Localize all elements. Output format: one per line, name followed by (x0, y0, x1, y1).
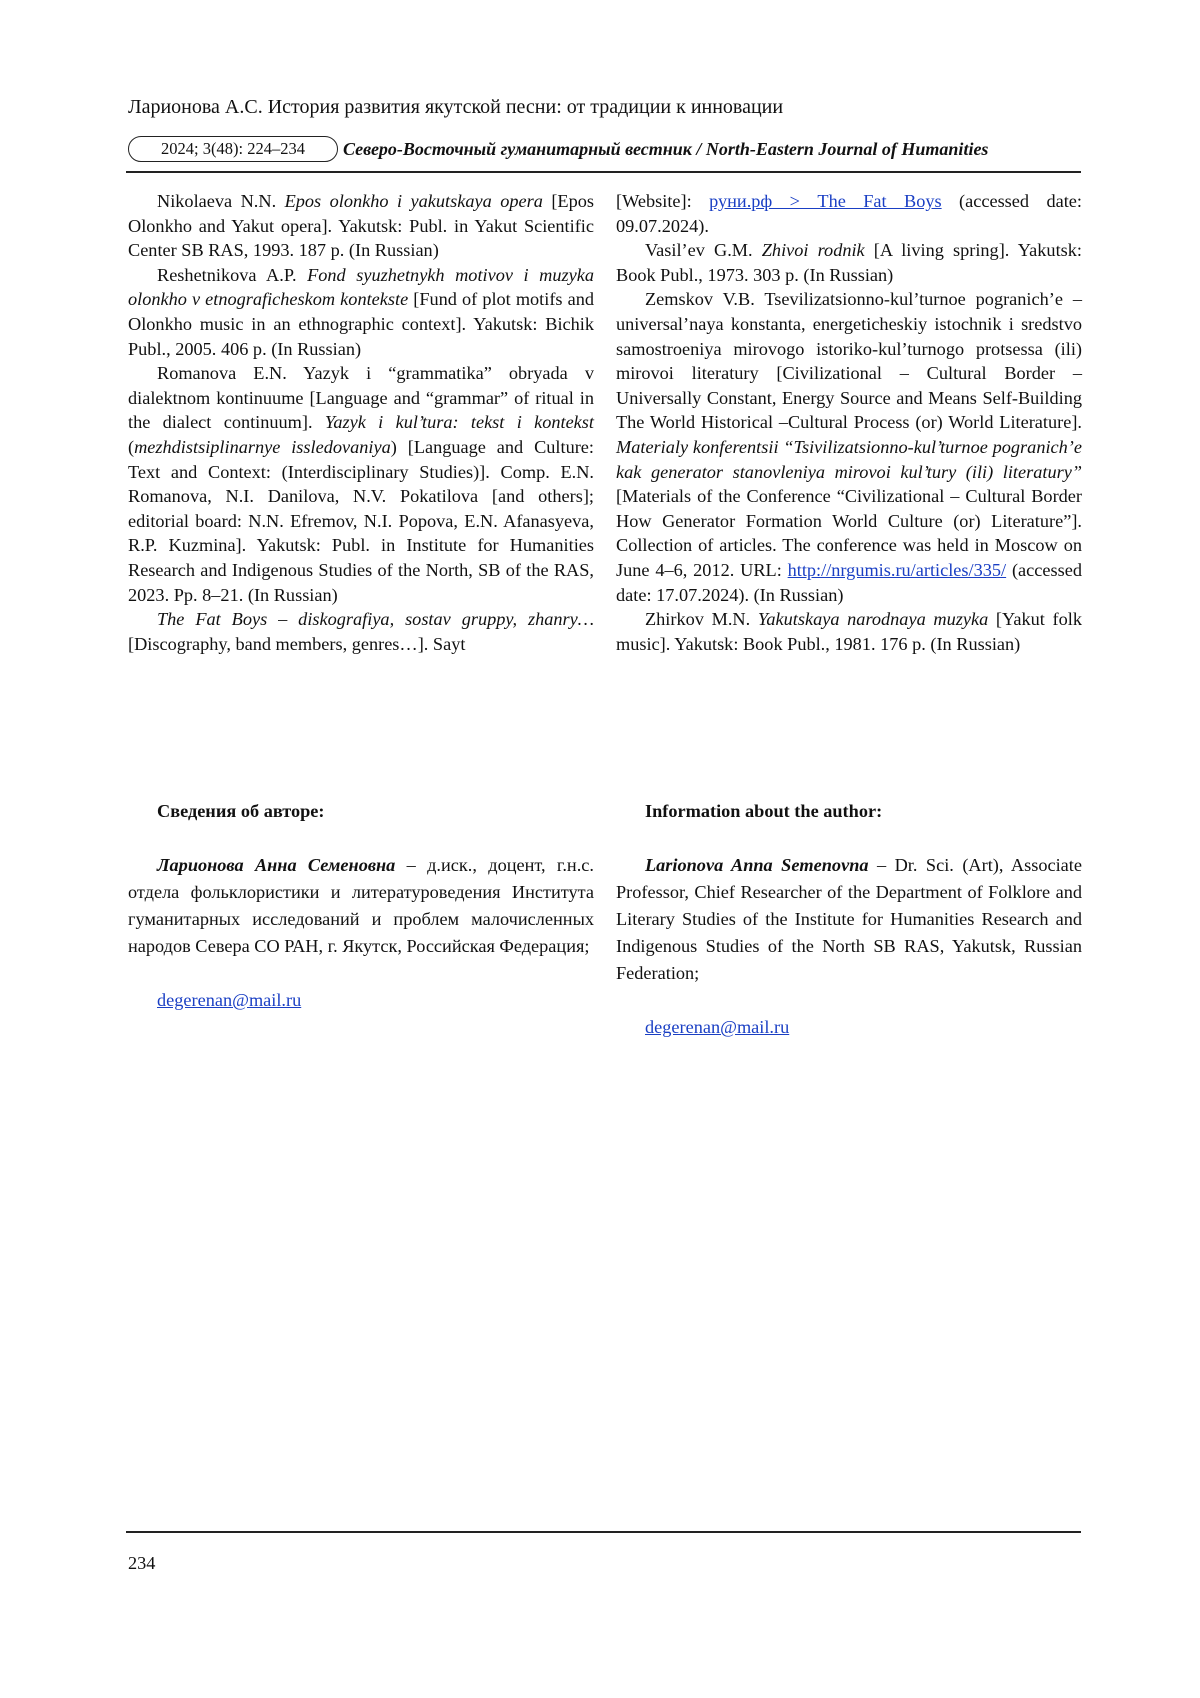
reference-item (128, 263, 594, 361)
reference-title: Yazyk i kul’tura: tekst i kontekst (324, 412, 594, 433)
reference-details: [Epos Olonkho and Yakut opera]. Yakutsk: Publ. in Yakut Scientific Center SB RAS, 1993. 187 p. (In Russian) (128, 191, 594, 261)
reference-text: [Website]: (616, 191, 710, 211)
author-email[interactable]: degerenan@mail.ru (157, 990, 302, 1010)
reference-title: Epos olonkho i yakutskaya opera (284, 191, 543, 211)
reference-item (128, 189, 594, 263)
reference-details: (accessed date: 09.07.2024). (616, 191, 1082, 236)
reference-link[interactable]: http://nrgumis.ru/articles/335/ (787, 559, 1007, 580)
reference-authors: Nikolaeva N.N. (157, 191, 285, 211)
author-affiliation: – Dr. Sci. (Art), Associate Professor, Chief Researcher of the Department of Folklore and Literary Studies of the Institute for Humanities Research and Indigenous Studies of the North SB RAS, Yakutsk, Russian Federation; (616, 855, 1082, 983)
reference-item (616, 607, 1082, 656)
reference-link[interactable]: руни.рф > The Fat Boys (709, 191, 942, 211)
author-heading: Information about the author: (645, 801, 883, 821)
references-column-left (128, 189, 594, 656)
header-divider (126, 171, 1081, 173)
author-heading: Сведения об авторе: (157, 801, 325, 821)
author-bio (128, 852, 594, 960)
reference-text: [Materials of the Conference “Civilizational – Cultural Border How Generator Formation World Culture (or) Literature”]. Collection of articles. The conference was held in Moscow on June 4–6, 2012. URL: (616, 486, 1082, 580)
author-email[interactable]: degerenan@mail.ru (645, 1017, 790, 1037)
reference-title: Yakutskaya narodnaya muzyka (757, 609, 989, 630)
reference-item (128, 361, 594, 607)
running-header-title: Ларионова А.С. История развития якутской песни: от традиции к инновации (128, 96, 784, 118)
author-info-en (616, 798, 1082, 1041)
author-name: Larionova Anna Semenovna (645, 855, 869, 875)
reference-text: ( (128, 436, 135, 457)
reference-details: (accessed date: 17.07.2024). (In Russian) (616, 559, 1082, 605)
reference-subtitle: mezhdistsiplinarnye issledovaniya (134, 436, 391, 457)
reference-details: [Discography, band members, genres…]. Sayt (128, 633, 466, 654)
reference-details: [Fund of plot motifs and Olonkho music in an ethnographic context]. Yakutsk: Bichik Publ., 2005. 406 p. (In Russian) (128, 289, 595, 359)
reference-item (128, 607, 594, 656)
author-bio (616, 852, 1082, 987)
reference-details: [Yakut folk music]. Yakutsk: Book Publ., 1981. 176 p. (In Russian) (616, 609, 1083, 654)
reference-authors: Romanova E.N. Yazyk i “grammatika” obryada v dialektnom kontinuume [Language and “grammar” of ritual in the dialect continuum]. (128, 363, 594, 433)
author-email-line (616, 1014, 1082, 1041)
reference-title: Materialy konferentsii “Tsivilizatsionno-kul’turnoe pogranich’e kak generator stanovleniya mirovoi kul’tury (ili) literatury” (616, 436, 1082, 482)
reference-item (616, 238, 1082, 287)
references-column-right (616, 189, 1082, 656)
author-info-ru (128, 798, 594, 1014)
reference-item (616, 287, 1082, 607)
reference-authors: Vasil’ev G.M. (645, 240, 762, 261)
reference-item-continued (616, 189, 1082, 238)
issue-row (128, 133, 1080, 165)
reference-authors: Reshetnikova A.P. (157, 264, 308, 285)
author-name: Ларионова Анна Семеновна (157, 855, 396, 875)
reference-details: [A living spring]. Yakutsk: Book Publ., 1973. 303 p. (In Russian) (616, 240, 1082, 285)
reference-authors: Zemskov V.B. Tsevilizatsionno-kul’turnoe pogranich’e – universal’naya konstanta, energeticheskiy istochnik i sredstvo samostroeniya mirovogo istoriko-kul’turnogo protsessa (ili) mirovoi literatury [Civilizational – Cultural Border – Universally Constant, Energy Source and Means Self-Building The World Historical –Cultural Process (or) World Literature]. (616, 289, 1082, 433)
journal-name: Северо-Восточный гуманитарный вестник / North-Eastern Journal of Humanities (343, 139, 989, 159)
reference-title: Zhivoi rodnik (761, 240, 865, 261)
footer-divider (126, 1531, 1081, 1533)
author-email-line (128, 987, 594, 1014)
reference-title: The Fat Boys – diskografiya, sostav gruppy, zhanry… (157, 609, 594, 630)
author-affiliation: – д.иск., доцент, г.н.с. отдела фольклористики и литературоведения Института гуманитарных исследований и проблем малочисленных народов Севера СО РАН, г. Якутск, Российская Федерация; (128, 855, 594, 956)
reference-details: ) [Language and Culture: Text and Context: (Interdisciplinary Studies)]. Comp. E.N. Romanova, N.I. Danilova, N.V. Pokatilova [and others]; editorial board: N.N. Efremov, N.I. Popova, E.N. Afanasyeva, R.P. Kuzmina]. Yakutsk: Publ. in Institute for Humanities Research and Indigenous Studies of the North, SB of the RAS, 2023. Pp. 8–21. (In Russian) (128, 436, 594, 605)
page-number: 234 (128, 1553, 156, 1573)
reference-title: Fond syuzhetnykh motivov i muzyka olonkho v etnograficheskom kontekste (128, 264, 594, 310)
reference-authors: Zhirkov M.N. (645, 609, 758, 630)
issue-badge: 2024; 3(48): 224–234 (128, 136, 338, 162)
